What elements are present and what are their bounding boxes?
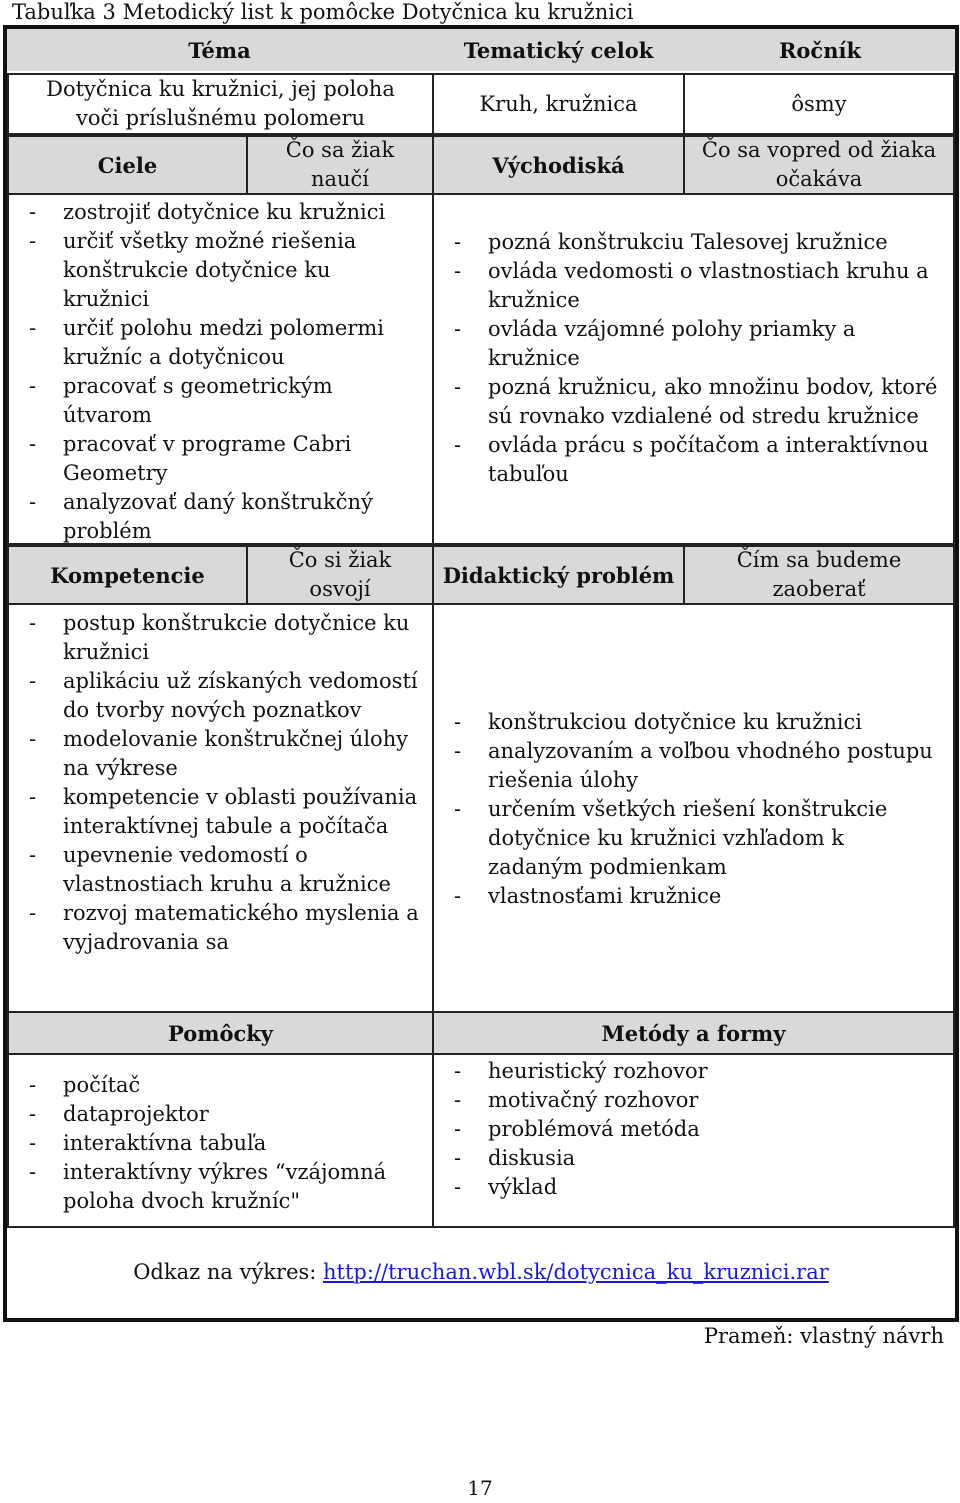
list-item: - problémová metóda	[446, 1115, 943, 1144]
metody-list	[446, 1057, 943, 1202]
list-item: - ovláda vedomosti o vlastnostiach kruhu a kružnice	[446, 257, 943, 315]
odkaz-link[interactable]: http://truchan.wbl.sk/dotycnica_ku_kruznici.rar	[323, 1259, 829, 1284]
kompetencie-sublabel: Čo si žiak osvojí	[246, 545, 434, 605]
list-item: - analyzovať daný konštrukčný problém	[21, 488, 422, 546]
list-item: - diskusia	[446, 1144, 943, 1173]
didakticky-content	[432, 603, 955, 1013]
list-item: - ovláda prácu s počítačom a interaktívnou tabuľou	[446, 431, 943, 489]
list-item: - interaktívna tabuľa	[21, 1129, 422, 1158]
list-item: - kompetencie v oblasti používania interaktívnej tabule a počítača	[21, 783, 422, 841]
ciele-list	[21, 198, 422, 546]
list-item: - postup konštrukcie dotyčnice ku kružnici	[21, 609, 422, 667]
list-item: - určiť polohu medzi polomermi kružníc a dotyčnicou	[21, 314, 422, 372]
list-item: - pracovať s geometrickým útvarom	[21, 372, 422, 430]
kompetencie-content	[7, 603, 434, 1013]
list-item: - vlastnosťami kružnice	[446, 882, 943, 911]
odkaz-label: Odkaz na výkres:	[133, 1259, 324, 1284]
page-number: 17	[467, 1476, 493, 1500]
list-item: - aplikáciu už získaných vedomostí do tvorby nových poznatkov	[21, 667, 422, 725]
didakticky-label: Didaktický problém	[432, 545, 685, 605]
vychodiska-list	[446, 228, 943, 489]
ciele-content	[7, 193, 434, 545]
vychodiska-content	[432, 193, 955, 545]
ciele-label: Ciele	[7, 135, 248, 195]
list-item: - výklad	[446, 1173, 943, 1202]
metody-label: Metódy a formy	[432, 1011, 955, 1055]
pomocky-content	[7, 1053, 434, 1228]
list-item: - pozná konštrukciu Talesovej kružnice	[446, 228, 943, 257]
list-item: - motivačný rozhovor	[446, 1086, 943, 1115]
list-item: - dataprojektor	[21, 1100, 422, 1129]
header-rocnik: Ročník	[778, 37, 862, 63]
list-item: - konštrukciou dotyčnice ku kružnici	[446, 708, 943, 737]
kompetencie-list	[21, 609, 422, 957]
list-item: - pracovať v programe Cabri Geometry	[21, 430, 422, 488]
didakticky-sublabel: Čím sa budeme zaoberať	[683, 545, 955, 605]
vychodiska-sublabel: Čo sa vopred od žiaka očakáva	[683, 135, 955, 195]
list-item: - analyzovaním a voľbou vhodného postupu riešenia úlohy	[446, 737, 943, 795]
odkaz-row	[7, 1230, 955, 1314]
list-item: - upevnenie vedomostí o vlastnostiach kruhu a kružnice	[21, 841, 422, 899]
list-item: - rozvoj matematického myslenia a vyjadrovania sa	[21, 899, 422, 957]
header-tema: Téma	[188, 37, 251, 63]
ciele-sublabel: Čo sa žiak naučí	[246, 135, 434, 195]
list-item: - pozná kružnicu, ako množinu bodov, ktoré sú rovnako vzdialené od stredu kružnice	[446, 373, 943, 431]
pomocky-list	[21, 1071, 422, 1216]
pomocky-label: Pomôcky	[7, 1011, 434, 1055]
list-item: - určiť všetky možné riešenia konštrukcie dotyčnice ku kružnici	[21, 227, 422, 314]
list-item: - určením všetkých riešení konštrukcie dotyčnice ku kružnici vzhľadom k zadaným podmienkam	[446, 795, 943, 882]
rocnik-value: ôsmy	[683, 73, 955, 135]
metody-content	[432, 1053, 955, 1228]
list-item: - interaktívny výkres “vzájomná poloha dvoch kružníc"	[21, 1158, 422, 1216]
list-item: - ovláda vzájomné polohy priamky a kružnice	[446, 315, 943, 373]
kompetencie-label: Kompetencie	[7, 545, 248, 605]
list-item: - zostrojiť dotyčnice ku kružnici	[21, 198, 422, 227]
header-tematicky-celok: Tematický celok	[463, 37, 654, 63]
tematicky-celok-value: Kruh, kružnica	[432, 73, 685, 135]
tema-value: Dotyčnica ku kružnici, jej poloha voči príslušnému polomeru	[7, 73, 434, 135]
list-item: - modelovanie konštrukčnej úlohy na výkrese	[21, 725, 422, 783]
list-item: - počítač	[21, 1071, 422, 1100]
table-caption: Tabuľka 3 Metodický list k pomôcke Dotyčnica ku kružnici	[12, 0, 634, 24]
list-item: - heuristický rozhovor	[446, 1057, 943, 1086]
didakticky-list	[446, 708, 943, 911]
source-note: Prameň: vlastný návrh	[703, 1324, 944, 1348]
vychodiska-label: Východiská	[432, 135, 685, 195]
